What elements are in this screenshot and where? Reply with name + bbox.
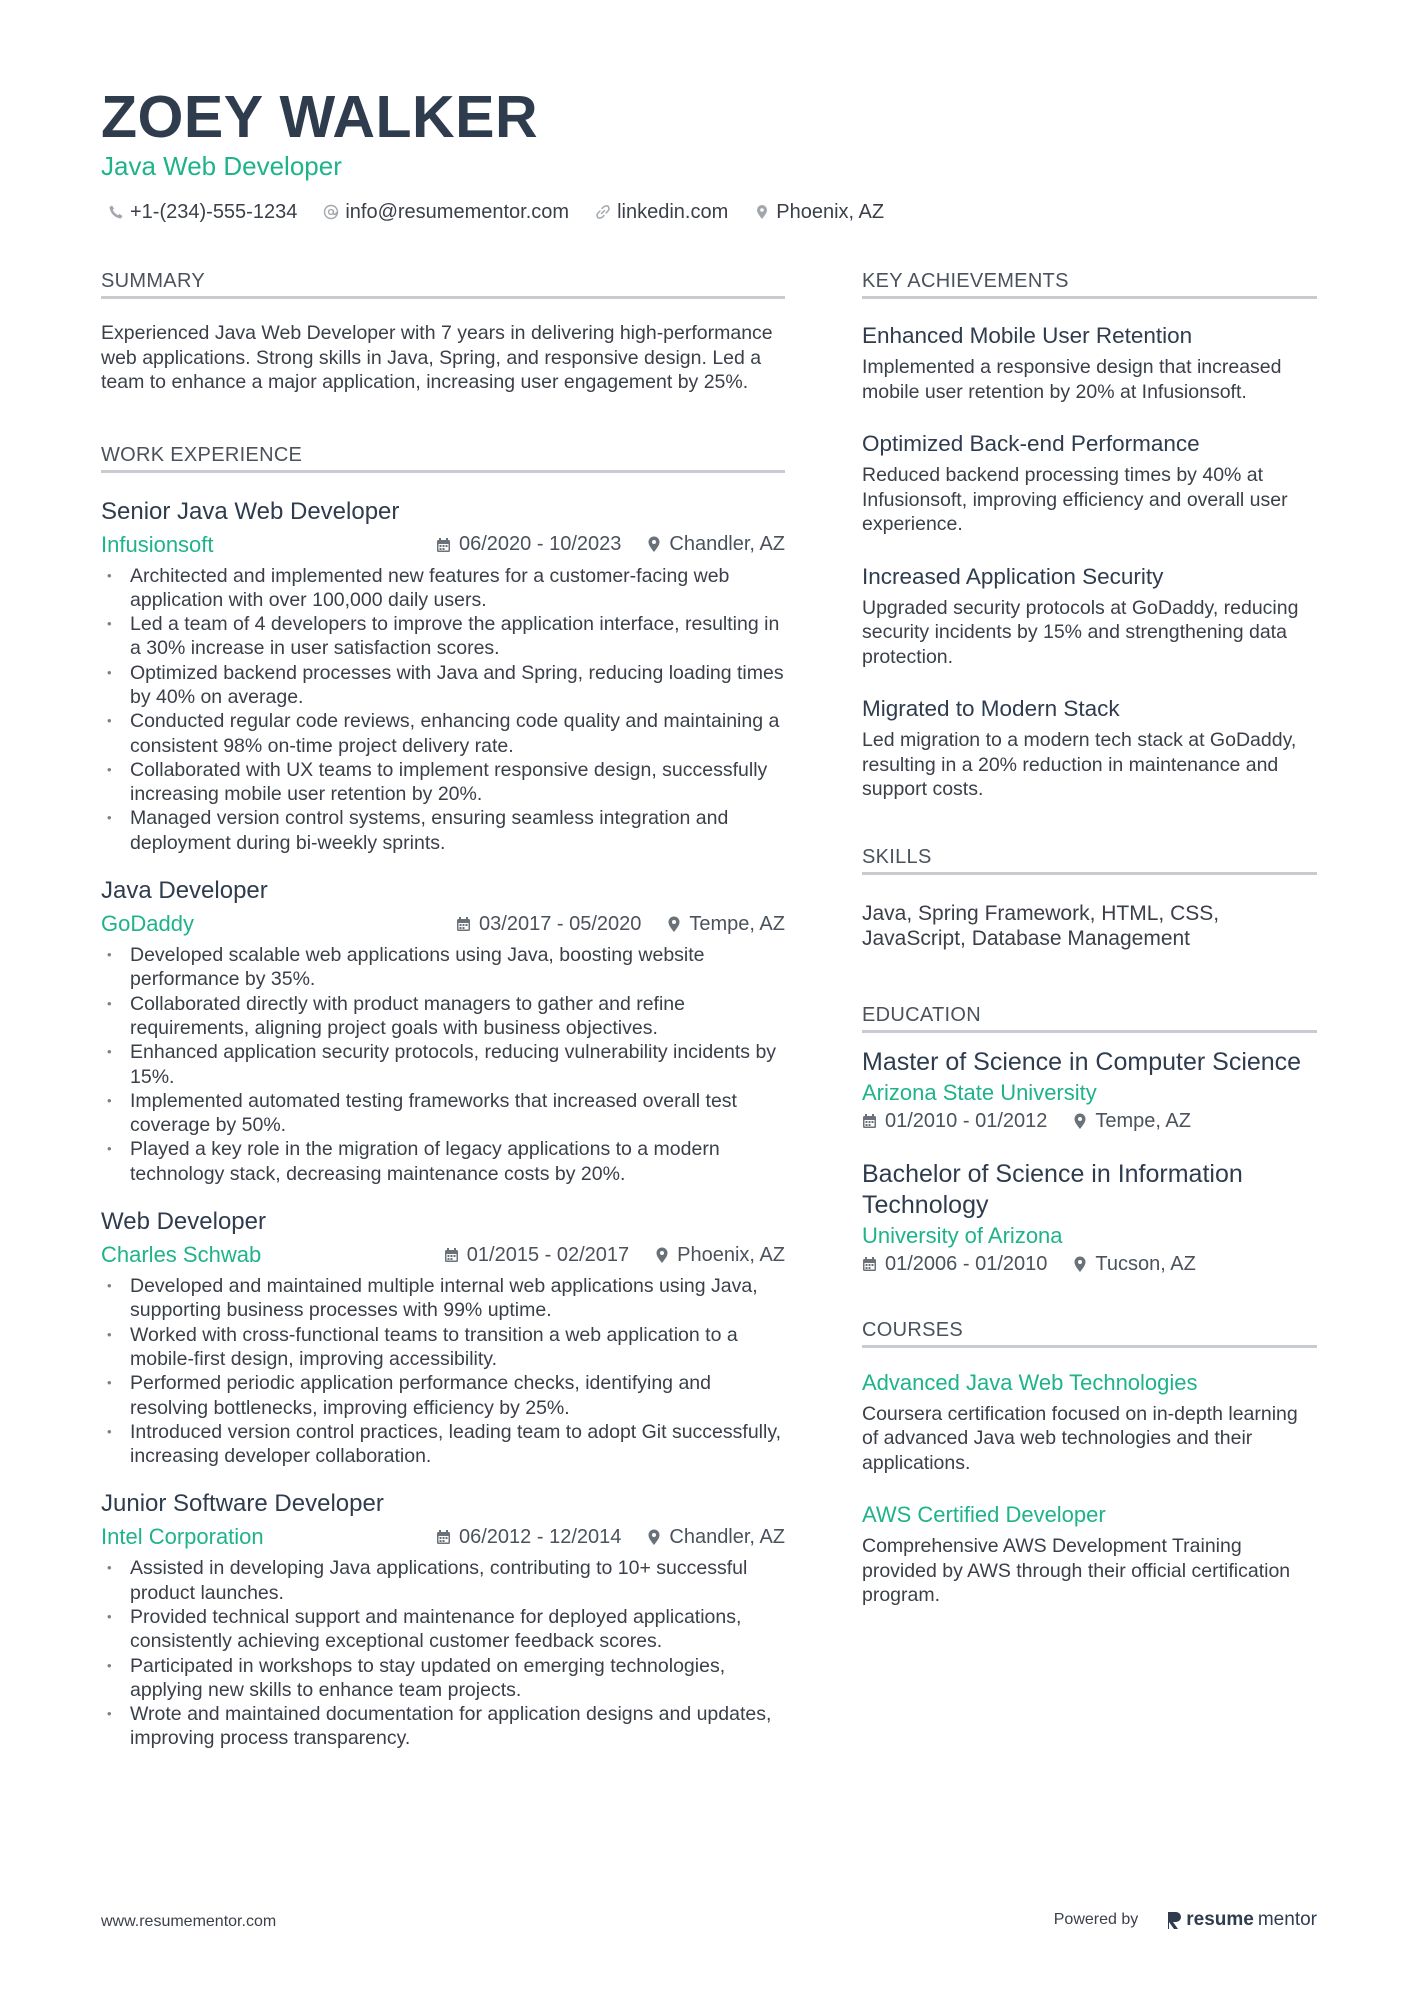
bullet-item: • Managed version control systems, ensuring seamless integration and deployment during bi-weekly sprints. bbox=[101, 806, 785, 855]
bullet-item: • Conducted regular code reviews, enhancing code quality and maintaining a consistent 98% on-time project delivery rate. bbox=[101, 709, 785, 758]
achievement-entry bbox=[862, 694, 1317, 802]
achievement-title: Optimized Back-end Performance bbox=[862, 431, 1200, 456]
experience-list bbox=[101, 496, 785, 1751]
achievement-title: Increased Application Security bbox=[862, 563, 1164, 589]
resumementor-logo[interactable] bbox=[1166, 1909, 1317, 1931]
contact-email[interactable] bbox=[323, 198, 569, 226]
job-location-text: Phoenix, AZ bbox=[677, 1243, 785, 1266]
candidate-name: ZOEY WALKER bbox=[101, 84, 539, 150]
job-entry bbox=[101, 1206, 785, 1468]
contact-location bbox=[754, 198, 884, 226]
company-name: Intel Corporation bbox=[101, 1524, 264, 1550]
bullet-item: • Wrote and maintained documentation for application designs and updates, improving process transparency. bbox=[101, 1702, 785, 1751]
location-pin-icon bbox=[647, 536, 661, 553]
course-entry bbox=[862, 1500, 1317, 1608]
powered-by-text: Powered by bbox=[1053, 1911, 1139, 1928]
job-details bbox=[436, 533, 785, 556]
job-dates bbox=[456, 913, 641, 936]
achievement-entry bbox=[862, 429, 1317, 537]
contact-phone[interactable] bbox=[108, 198, 297, 226]
bullet-item: • Enhanced application security protocols, reducing vulnerability incidents by 15%. bbox=[101, 1040, 785, 1089]
achievement-title: Enhanced Mobile User Retention bbox=[862, 323, 1193, 348]
link-icon bbox=[595, 204, 611, 220]
course-title: AWS Certified Developer bbox=[862, 1502, 1106, 1527]
calendar-icon bbox=[444, 1247, 459, 1263]
job-entry bbox=[101, 875, 785, 1186]
resumementor-logo-icon bbox=[1166, 1910, 1182, 1930]
job-bullets bbox=[101, 564, 785, 856]
location-pin-icon bbox=[1073, 1256, 1087, 1273]
course-desc: Coursera certification focused on in-depth learning of advanced Java web technologies and their applications. bbox=[862, 1402, 1298, 1474]
job-title: Senior Java Web Developer bbox=[101, 497, 400, 525]
achievement-desc: Upgraded security protocols at GoDaddy, reducing security incidents by 15% and strengthening data protection. bbox=[862, 596, 1299, 668]
job-details bbox=[456, 913, 785, 936]
footer-brand bbox=[1054, 1909, 1317, 1931]
job-dates-text: 06/2020 - 10/2023 bbox=[459, 533, 622, 555]
achievement-entry bbox=[862, 321, 1317, 404]
job-bullets bbox=[101, 943, 785, 1186]
company-name: Infusionsoft bbox=[101, 531, 214, 557]
summary-text: Experienced Java Web Developer with 7 years in delivering high-performance web applications. Strong skills in Java, Spring, and responsive design. Led a team to enhance a major application, increasing user engagement by 25%. bbox=[101, 322, 773, 393]
degree-title: Master of Science in Computer Science bbox=[862, 1047, 1302, 1076]
job-title: Junior Software Developer bbox=[101, 1490, 384, 1518]
left-column bbox=[101, 268, 785, 1751]
achievements-heading: KEY ACHIEVEMENTS bbox=[862, 268, 1317, 299]
job-dates-text: 01/2015 - 02/2017 bbox=[466, 1243, 630, 1266]
education-location bbox=[1073, 1110, 1191, 1133]
bullet-item: • Developed and maintained multiple internal web applications using Java, supporting business processes with 99% uptime. bbox=[101, 1274, 785, 1323]
job-location bbox=[647, 1526, 785, 1549]
company-name: Charles Schwab bbox=[101, 1242, 262, 1268]
bullet-item: • Led a team of 4 developers to improve the application interface, resulting in a 30% increase in user satisfaction scores. bbox=[101, 612, 785, 661]
education-entry bbox=[862, 1047, 1317, 1133]
achievement-entry bbox=[862, 562, 1317, 670]
job-location-text: Chandler, AZ bbox=[669, 533, 785, 555]
location-pin-icon bbox=[754, 204, 770, 220]
linkedin-text: linkedin.com bbox=[617, 201, 729, 223]
education-list bbox=[862, 1047, 1317, 1276]
achievement-title: Migrated to Modern Stack bbox=[862, 696, 1120, 721]
brand-mentor: mentor bbox=[1257, 1909, 1317, 1930]
course-desc: Comprehensive AWS Development Training provided by AWS through their official certification program. bbox=[862, 1535, 1291, 1606]
bullet-item: • Implemented automated testing frameworks that increased overall test coverage by 50%. bbox=[101, 1089, 785, 1138]
calendar-icon bbox=[862, 1256, 877, 1272]
job-meta bbox=[101, 530, 785, 560]
bullet-item: • Worked with cross-functional teams to transition a web application to a mobile-first design, improving accessibility. bbox=[101, 1323, 785, 1372]
job-location bbox=[647, 533, 785, 556]
job-location bbox=[655, 1244, 785, 1267]
bullet-item: • Played a key role in the migration of legacy applications to a modern technology stack, decreasing maintenance costs by 20%. bbox=[101, 1137, 785, 1186]
school-name: Arizona State University bbox=[862, 1079, 1097, 1105]
job-meta bbox=[101, 1522, 785, 1552]
location-pin-icon bbox=[647, 1529, 661, 1546]
education-location bbox=[1073, 1253, 1195, 1276]
job-title: Java Developer bbox=[101, 877, 268, 905]
calendar-icon bbox=[862, 1113, 877, 1129]
job-dates bbox=[436, 533, 621, 556]
education-heading: EDUCATION bbox=[862, 1002, 1317, 1033]
candidate-role: Java Web Developer bbox=[101, 151, 342, 181]
course-title: Advanced Java Web Technologies bbox=[862, 1369, 1198, 1395]
job-dates bbox=[444, 1244, 629, 1267]
bullet-item: • Developed scalable web applications using Java, boosting website performance by 35%. bbox=[101, 943, 785, 992]
bullet-item: • Collaborated with UX teams to implement responsive design, successfully increasing mobile user retention by 20%. bbox=[101, 758, 785, 807]
skills-text: Java, Spring Framework, HTML, CSS, JavaScript, Database Management bbox=[862, 901, 1220, 950]
education-details bbox=[862, 1253, 1317, 1276]
at-icon bbox=[323, 204, 339, 220]
summary-heading: SUMMARY bbox=[101, 268, 785, 299]
calendar-icon bbox=[436, 1529, 451, 1545]
job-bullets bbox=[101, 1556, 785, 1750]
job-location bbox=[667, 913, 785, 936]
achievement-desc: Led migration to a modern tech stack at GoDaddy, resulting in a 20% reduction in maintenance and support costs. bbox=[862, 729, 1297, 800]
contact-bar bbox=[108, 198, 884, 226]
job-meta bbox=[101, 909, 785, 939]
job-details bbox=[436, 1526, 785, 1549]
location-pin-icon bbox=[667, 916, 681, 933]
education-dates-text: 01/2010 - 01/2012 bbox=[885, 1109, 1048, 1132]
phone-text: +1-(234)-555-1234 bbox=[130, 201, 298, 223]
bullet-item: • Participated in workshops to stay updated on emerging technologies, applying new skills to enhance team projects. bbox=[101, 1654, 785, 1703]
education-dates bbox=[862, 1253, 1047, 1276]
achievement-desc: Reduced backend processing times by 40% at Infusionsoft, improving efficiency and overall user experience. bbox=[862, 464, 1288, 535]
education-details bbox=[862, 1110, 1317, 1133]
bullet-item: • Collaborated directly with product managers to gather and refine requirements, aligning project goals with business objectives. bbox=[101, 992, 785, 1041]
calendar-icon bbox=[436, 537, 451, 553]
education-location-text: Tucson, AZ bbox=[1095, 1252, 1196, 1275]
education-dates bbox=[862, 1110, 1047, 1133]
bullet-item: • Assisted in developing Java applications, contributing to 10+ successful product launches. bbox=[101, 1556, 785, 1605]
bullet-item: • Architected and implemented new features for a customer-facing web application with over 100,000 daily users. bbox=[101, 564, 785, 613]
achievements-list bbox=[862, 321, 1317, 802]
bullet-item: • Introduced version control practices, leading team to adopt Git successfully, increasing developer collaboration. bbox=[101, 1420, 785, 1469]
job-location-text: Tempe, AZ bbox=[689, 912, 785, 935]
courses-list bbox=[862, 1368, 1317, 1608]
job-bullets bbox=[101, 1274, 785, 1468]
education-dates-text: 01/2006 - 01/2010 bbox=[885, 1252, 1048, 1275]
experience-heading: WORK EXPERIENCE bbox=[101, 442, 785, 473]
location-text: Phoenix, AZ bbox=[776, 201, 885, 223]
school-name: University of Arizona bbox=[862, 1222, 1063, 1248]
phone-icon bbox=[108, 204, 124, 220]
job-dates-text: 03/2017 - 05/2020 bbox=[479, 912, 642, 935]
skills-heading: SKILLS bbox=[862, 844, 1317, 875]
company-name: GoDaddy bbox=[101, 911, 194, 937]
degree-title: Bachelor of Science in Information Technology bbox=[862, 1159, 1243, 1219]
right-column bbox=[862, 268, 1317, 1608]
location-pin-icon bbox=[655, 1247, 669, 1264]
job-details bbox=[444, 1244, 785, 1267]
job-entry bbox=[101, 1488, 785, 1750]
job-dates bbox=[436, 1526, 621, 1549]
education-location-text: Tempe, AZ bbox=[1095, 1109, 1191, 1132]
calendar-icon bbox=[456, 916, 471, 932]
course-entry bbox=[862, 1368, 1317, 1476]
footer-website[interactable]: www.resumementor.com bbox=[101, 1913, 277, 1930]
courses-heading: COURSES bbox=[862, 1317, 1317, 1348]
bullet-item: • Performed periodic application performance checks, identifying and resolving bottlenecks, improving efficiency by 25%. bbox=[101, 1371, 785, 1420]
location-pin-icon bbox=[1073, 1113, 1087, 1130]
job-entry bbox=[101, 496, 785, 856]
job-dates-text: 06/2012 - 12/2014 bbox=[459, 1525, 622, 1548]
email-text: info@resumementor.com bbox=[345, 201, 570, 223]
bullet-item: • Optimized backend processes with Java and Spring, reducing loading times by 40% on average. bbox=[101, 661, 785, 710]
job-location-text: Chandler, AZ bbox=[669, 1525, 785, 1548]
bullet-item: • Provided technical support and maintenance for deployed applications, consistently achieving exceptional customer feedback scores. bbox=[101, 1605, 785, 1654]
contact-linkedin[interactable] bbox=[595, 198, 728, 226]
achievement-desc: Implemented a responsive design that increased mobile user retention by 20% at Infusionsoft. bbox=[862, 356, 1282, 403]
job-meta bbox=[101, 1240, 785, 1270]
brand-resume: resume bbox=[1186, 1909, 1254, 1930]
education-entry bbox=[862, 1159, 1317, 1276]
job-title: Web Developer bbox=[101, 1208, 266, 1236]
